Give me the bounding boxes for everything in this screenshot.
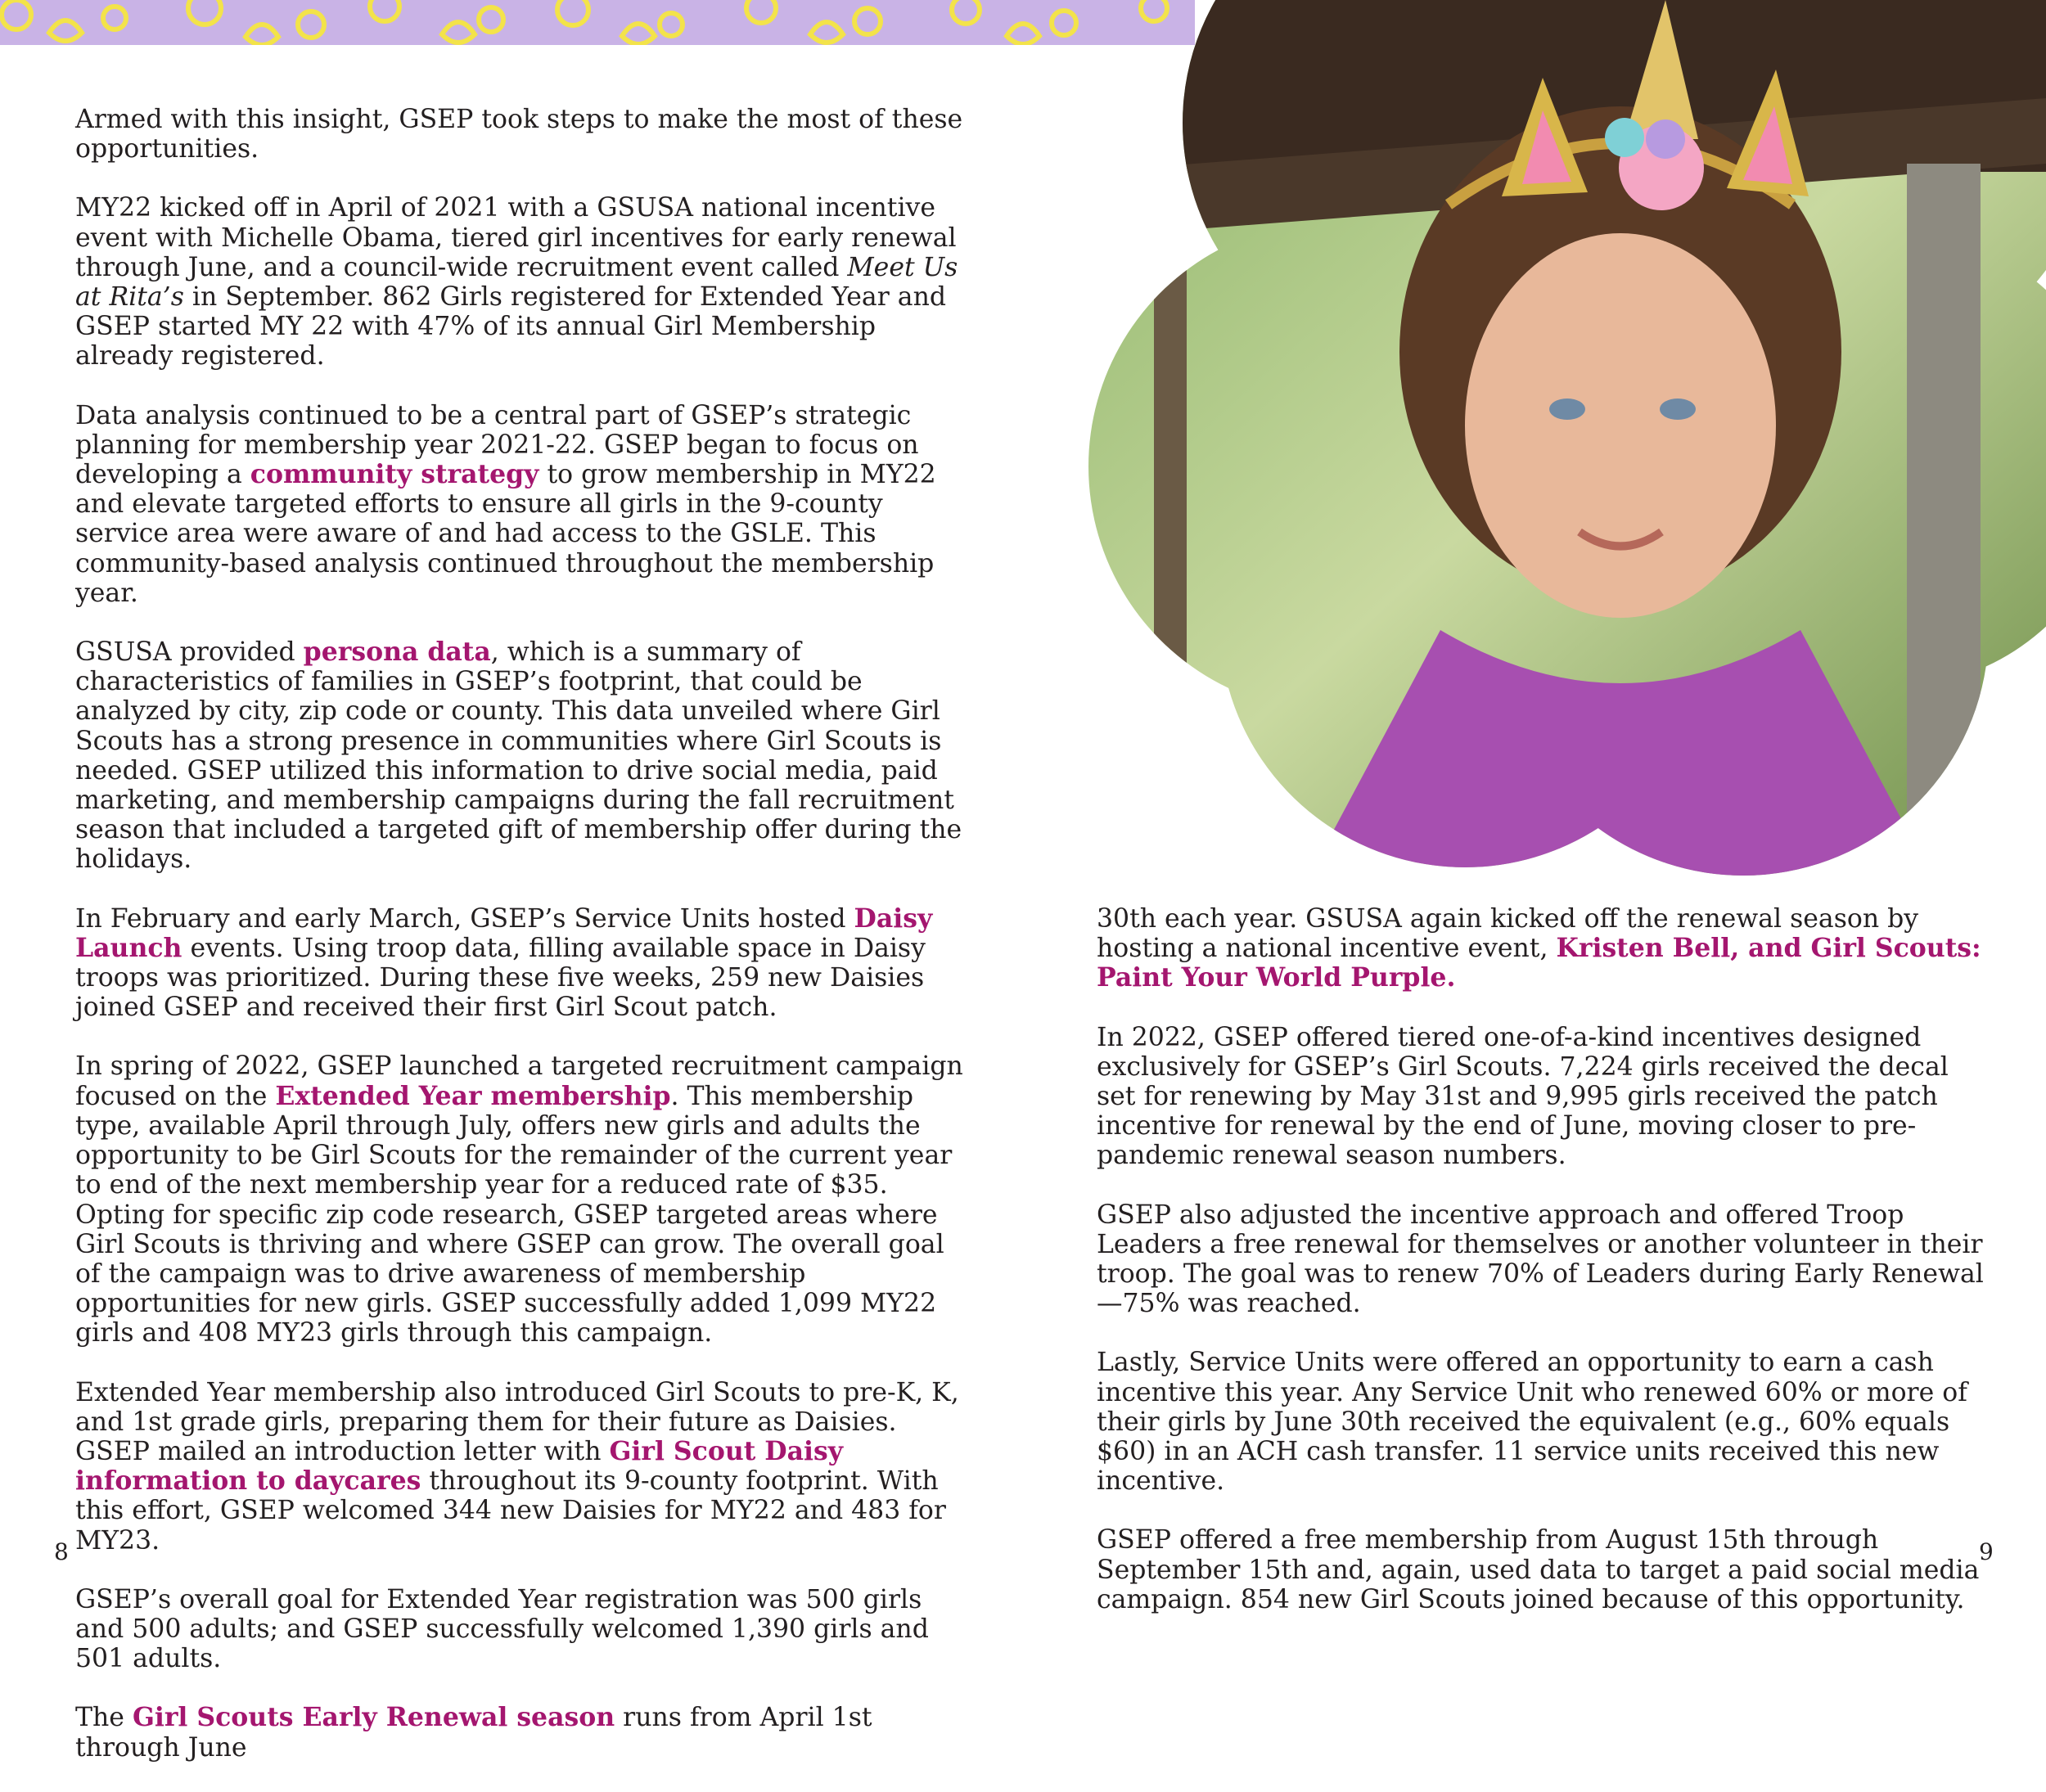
paragraph: GSUSA provided persona data, which is a summary of characteristics of families in GSEP’s footprint, that could be analyzed by city, zip code or county. This data unveiled where Girl Scouts has a strong presence in communities where Girl Scouts is needed. GSEP utilized this information to drive social media, paid marketing, and membership campaigns during the fall recruitment season that included a targeted gift of membership offer during the holidays. xyxy=(75,637,962,875)
decorative-pattern-band xyxy=(0,0,1195,45)
highlight-daisy-launch: Daisy Launch xyxy=(75,903,933,963)
page-number-left: 8 xyxy=(54,1538,69,1565)
highlight-extended-year: Extended Year membership xyxy=(275,1080,671,1111)
paragraph: GSEP’s overall goal for Extended Year registration was 500 girls and 500 adults; and GSEP successfully welcomed 1,390 girls and 501 adults. xyxy=(75,1584,929,1674)
paragraph: In spring of 2022, GSEP launched a targeted recruitment campaign focused on the Extended Year membership. This membership type, available April through July, offers new girls and adults the opportunity to be Girl Scouts for the remainder of the current year to end of the next membership year for a reduced rate of $35. Opting for specific zip code research, GSEP targeted areas where Girl Scouts is thriving and where GSEP can grow. The overall goal of the campaign was to drive awareness of membership opportunities for new girls. GSEP successfully added 1,099 MY22 girls and 408 MY23 girls through this campaign. xyxy=(75,1051,963,1349)
left-text-column xyxy=(75,105,963,1792)
highlight-community-strategy: community strategy xyxy=(250,459,539,490)
paragraph: In 2022, GSEP offered tiered one-of-a-kind incentives designed exclusively for GSEP’s Girl Scouts. 7,224 girls received the decal set for renewing by May 31st and 9,995 girls received the patch incentive for renewal by the end of June, moving closer to pre-pandemic renewal season numbers. xyxy=(1097,1022,1949,1171)
highlight-kristen-bell-event: Kristen Bell, and Girl Scouts: Paint Your World Purple. xyxy=(1097,933,1981,993)
right-text-column xyxy=(1097,904,1985,1644)
highlight-daisy-information: Girl Scout Daisy information to daycares xyxy=(75,1435,844,1497)
paragraph: Armed with this insight, GSEP took steps to make the most of these opportunities. xyxy=(75,105,963,164)
paragraph: GSEP also adjusted the incentive approach and offered Troop Leaders a free renewal for themselves or another volunteer in their troop. The goal was to renew 70% of Leaders during Early Renewal—75% was reached. xyxy=(1097,1200,1984,1319)
paragraph: Lastly, Service Units were offered an opportunity to earn a cash incentive this year. Any Service Unit who renewed 60% or more of their girls by June 30th received the equivalent (e.g., 60% equals $60) in an ACH cash transfer. 11 service units received this new incentive. xyxy=(1097,1348,1967,1497)
paragraph: GSEP offered a free membership from August 15th through September 15th and, again, used data to target a paid social media campaign. 854 new Girl Scouts joined because of this opportunity. xyxy=(1097,1525,1980,1614)
highlight-persona-data: persona data xyxy=(303,637,491,668)
event-name: Meet Us at Rita’s xyxy=(75,252,958,313)
girl-unicorn-headband-photo xyxy=(1088,0,2046,876)
paragraph: The Girl Scouts Early Renewal season runs from April 1st through June xyxy=(75,1702,872,1763)
paragraph: MY22 kicked off in April of 2021 with a GSUSA national incentive event with Michelle Obama, tiered girl incentives for early renewal through June, and a council-wide recruitment event called Meet Us at Rita’s in September. 862 Girls registered for Extended Year and GSEP started MY 22 with 47% of its annual Girl Membership already registered. xyxy=(75,193,958,371)
page-number-right: 9 xyxy=(1979,1538,1994,1565)
highlight-early-renewal: Girl Scouts Early Renewal season xyxy=(132,1702,615,1733)
paragraph: Extended Year membership also introduced Girl Scouts to pre-K, K, and 1st grade girls, preparing them for their future as Daisies. GSEP mailed an introduction letter with Girl Scout Daisy information to daycares throughout its 9-county footprint. With this effort, GSEP welcomed 344 new Daisies for MY22 and 483 for MY23. xyxy=(75,1377,959,1556)
paragraph: 30th each year. GSUSA again kicked off the renewal season by hosting a national incentive event, Kristen Bell, and Girl Scouts: Paint Your World Purple. xyxy=(1097,904,1981,993)
floral-pattern-icon xyxy=(0,0,1195,45)
paragraph: Data analysis continued to be a central part of GSEP’s strategic planning for membership year 2021-22. GSEP began to focus on developing a community strategy to grow membership in MY22 and elevate targeted efforts to ensure all girls in the 9-county service area were aware of and had access to the GSLE. This community-based analysis continued throughout the membership year. xyxy=(75,400,936,608)
paragraph: In February and early March, GSEP’s Service Units hosted Daisy Launch events. Using troop data, filling available space in Daisy troops was prioritized. During these five weeks, 259 new Daisies joined GSEP and received their first Girl Scout patch. xyxy=(75,903,933,1023)
